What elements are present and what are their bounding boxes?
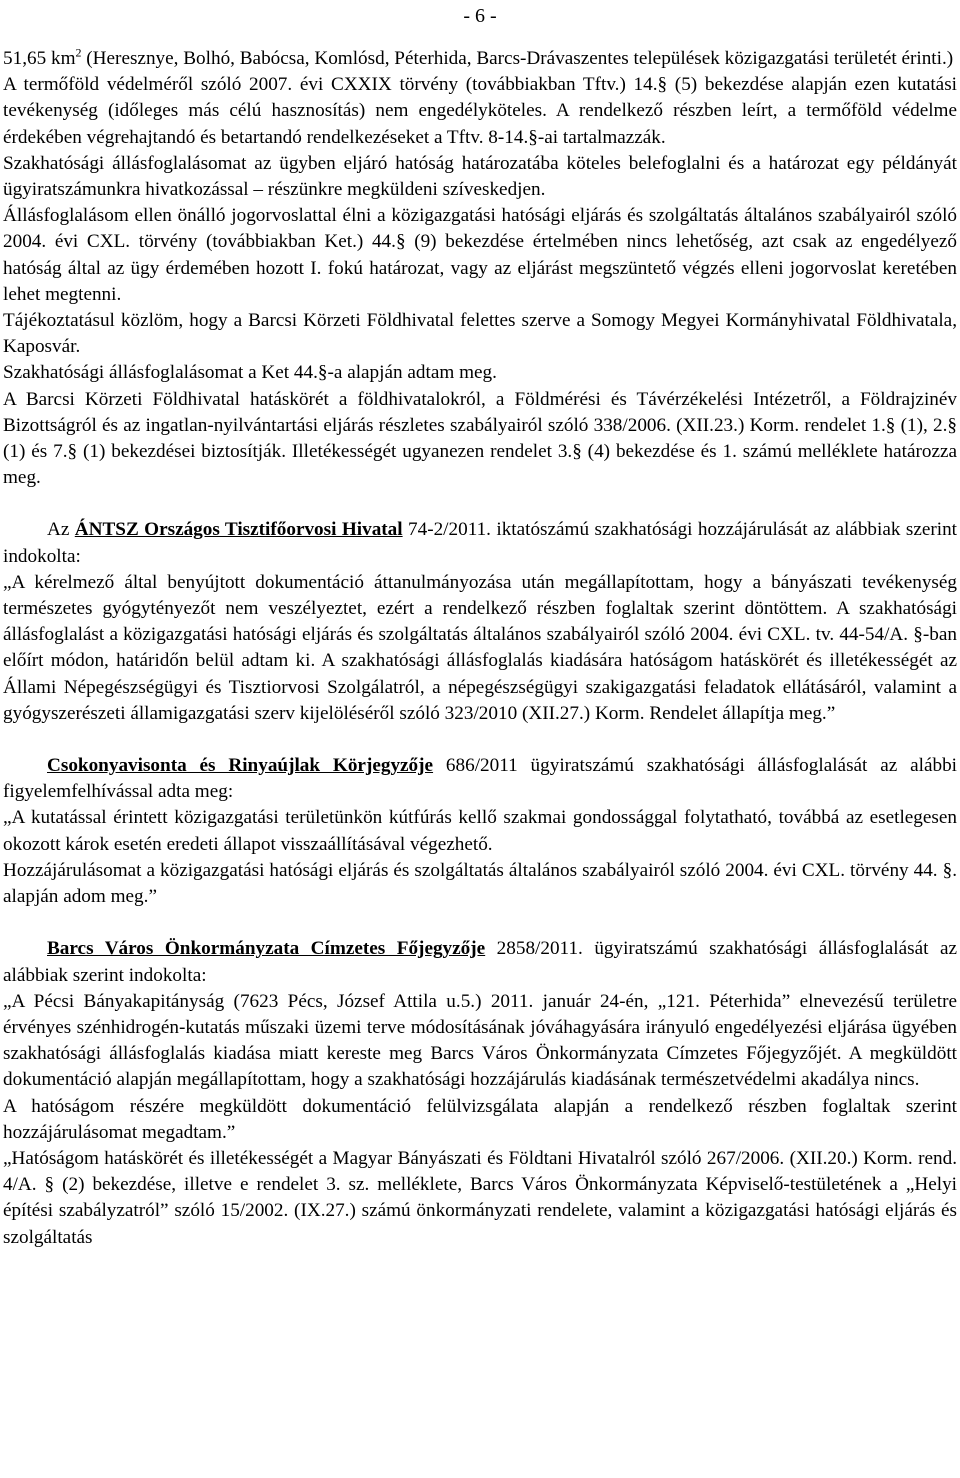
paragraph-szakhatosagi: Szakhatósági állásfoglalásomat az ügyben eljáró hatóság határozatába köteles belefoglalni és a határozat egy példányát ügyiratszámunkra hivatkozással – részünkre megküldeni szíveskedjen. xyxy=(3,152,957,201)
barcs-post: 2858/2011. ügyiratszámú szakhatósági állásfoglalását az alábbiak szerint indokolta: xyxy=(3,938,957,986)
paragraph-tajekoztatas: Tájékoztatásul közlöm, hogy a Barcsi Körzeti Földhivatal felettes szerve a Somogy Megyei Kormányhivatal Földhivatala, Kaposvár. xyxy=(3,310,957,358)
paragraph-csok-quote-1: „A kutatással érintett közigazgatási területünkön kútfúrás kellő szakmai gondossággal folytatható, továbbá az esetlegesen okozott károk esetén eredeti állapot visszaállításával végezhető. xyxy=(3,807,957,855)
area-text: (Heresznye, Bolhó, Babócsa, Komlósd, Péterhida, Barcs-Drávaszentes települések közigazgatási területét érinti.) xyxy=(81,48,954,69)
document-body xyxy=(3,46,957,1251)
paragraph-csok-quote-2: Hozzájárulásomat a közigazgatási hatósági eljárás és szolgáltatás általános szabályairól szóló 2004. évi CXL. törvény 44. §. alapján adom meg.” xyxy=(3,859,957,908)
paragraph-csok-intro xyxy=(3,753,957,805)
spacer xyxy=(3,910,957,936)
csok-post: 686/2011 ügyiratszámú szakhatósági állásfoglalását az alábbi figyelemfelhívással adta meg: xyxy=(3,755,957,803)
paragraph-ket: Szakhatósági állásfoglalásomat a Ket 44.§-a alapján adtam meg. xyxy=(3,362,497,384)
paragraph-barcs-quote-1: „A Pécsi Bányakapitányság (7623 Pécs, József Attila u.5.) 2011. január 24-én, „121. Péterhida” elnevezésű területre érvényes szénhidrogén-kutatás műszaki üzemi terve módosításának jóváhagyására irányuló engedélyezési eljárása ügyében szakhatósági állásfoglalás kiadása miatt kereste meg Barcs Város Önkormányzata Címzetes Főjegyzőjét. A megküldött dokumentáció alapján megállapítottam, hogy a szakhatósági hozzájárulás kiadásának természetvédelmi akadálya nincs. xyxy=(3,990,957,1091)
area-superscript: 2 xyxy=(75,45,82,60)
page-number: - 6 - xyxy=(463,5,497,27)
paragraph-jogorvoslat: Állásfoglalásom ellen önálló jogorvoslattal élni a közigazgatási hatósági eljárás és szolgáltatás általános szabályairól szóló 2004. évi CXL. törvény (továbbiakban Ket.) 44.§ (9) bekezdése értelmében nincs lehetőség, azt csak az engedélyező hatóság által az ügy érdemében hozott I. fokú határozat, vagy az eljárást megszüntető végzés elleni jogorvoslat keretében lehet megtenni. xyxy=(3,205,957,305)
paragraph-tftv: A termőföld védelméről szóló 2007. évi CXXIX törvény (továbbiakban Tftv.) 14.§ (5) bekezdése alapján ezen kutatási tevékenység (időleges más célú hasznosítás) nem engedélyköteles. A rendelkező részben leírt, a termőföld védelme érdekében végrehajtandó és betartandó rendelkezéseket a Tftv. 8-14.§-ai tartalmazzák. xyxy=(3,74,957,148)
antsz-pre: Az xyxy=(47,519,75,541)
antsz-authority-name: ÁNTSZ Országos Tisztifőorvosi Hivatal xyxy=(74,519,403,541)
paragraph-barcs-quote-2: A hatóságom részére megküldött dokumentáció felülvizsgálata alapján a rendelkező részben foglaltak szerint hozzájárulásomat megadtam.” xyxy=(3,1095,957,1143)
paragraph-area xyxy=(3,46,957,72)
paragraph-hataskor: A Barcsi Körzeti Földhivatal hatáskörét a földhivatalokról, a Földmérési és Távérzékelési Intézetről, a Földrajzinév Bizottságról és az ingatlan-nyilvántartási eljárás részletes szabályairól szóló 338/2006. (XII.23.) Korm. rendelet 1.§ (1), 2.§ (1) és 7.§ (1) bekezdései biztosítják. Illetékességét ugyanezen rendelet 3.§ (4) bekezdése és 1. számú melléklete határozza meg. xyxy=(3,388,957,489)
paragraph-antsz-quote: „A kérelmező által benyújtott dokumentáció áttanulmányozása után megállapítottam, hogy a bányászati tevékenység természetes gyógytényezőt nem veszélyeztet, ezért a rendelkező részben foglaltak szerint döntöttem. A szakhatósági állásfoglalást a közigazgatási hatósági eljárás és szolgáltatás általános szabályairól szóló 2004. évi CXL. tv. 44-54/A. §-ban előírt módon, határidőn belül adtam ki. A szakhatósági állásfoglalás kiadására hatóságom hatáskörét és illetékességét az Állami Népegészségügyi és Tisztiorvosi Szolgálatról, a népegészségügyi szakigazgatási feladatok ellátásáról, valamint a gyógyszerészeti államigazgatási szerv kijelöléséről szóló 323/2010 (XII.27.) Korm. Rendelet állapítja meg.” xyxy=(3,571,957,724)
spacer xyxy=(3,491,957,517)
paragraph-barcs-quote-3: „Hatóságom hatáskörét és illetékességét a Magyar Bányászati és Földtani Hivatalról szóló 267/2006. (XII.20.) Korm. rend. 4/A. § (2) bekezdése, illetve e rendelet 3. sz. melléklete, Barcs Város Önkormányzata Képviselő-testületének a „Helyi építési szabályzatról” szóló 15/2002. (IX.27.) számú önkormányzati rendelete, valamint a közigazgatási hatósági eljárás és szolgáltatás xyxy=(3,1147,957,1248)
barcs-authority-name: Barcs Város Önkormányzata Címzetes Főjegyzője xyxy=(47,938,486,960)
paragraph-barcs-intro xyxy=(3,936,957,988)
area-value: 51,65 km xyxy=(3,48,76,69)
paragraph-antsz-intro xyxy=(3,517,957,569)
antsz-post: 74-2/2011. iktatószámú szakhatósági hozzájárulását az alábbiak szerint indokolta: xyxy=(3,519,957,567)
csok-authority-name: Csokonyavisonta és Rinyaújlak Körjegyzője xyxy=(47,755,434,777)
spacer xyxy=(3,727,957,753)
